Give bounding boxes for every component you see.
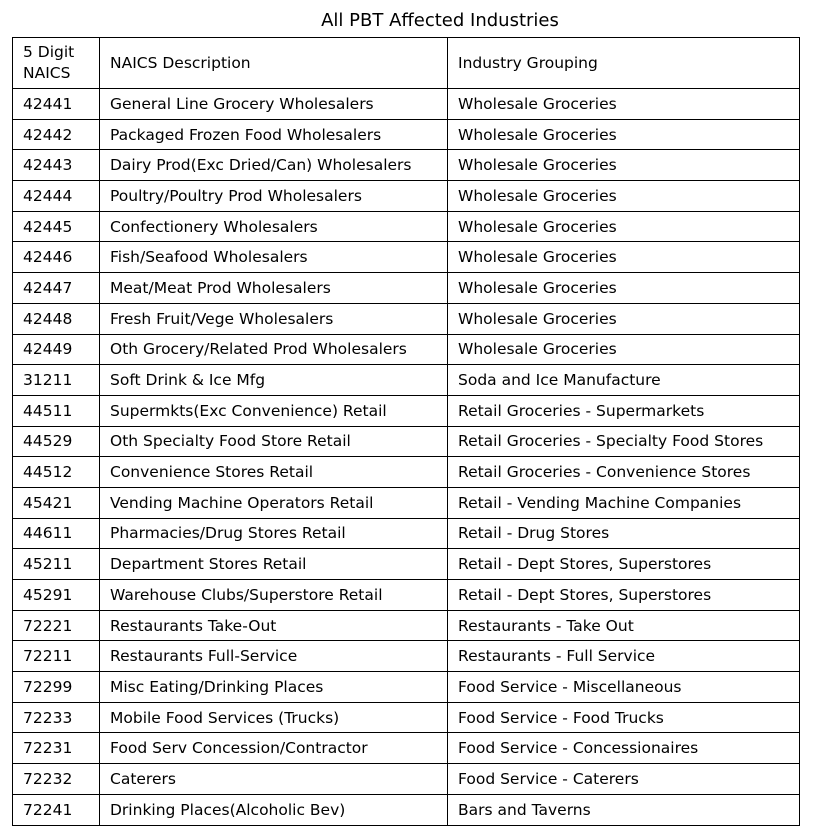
naics-cell: 72231 [13, 733, 100, 764]
table-row [13, 211, 800, 242]
table-row [13, 549, 800, 580]
description-cell: General Line Grocery Wholesalers [100, 89, 448, 120]
table-row [13, 426, 800, 457]
table-row [13, 89, 800, 120]
grouping-cell: Wholesale Groceries [448, 242, 800, 273]
naics-cell: 72299 [13, 672, 100, 703]
description-cell: Oth Grocery/Related Prod Wholesalers [100, 334, 448, 365]
table-row [13, 242, 800, 273]
naics-cell: 42442 [13, 119, 100, 150]
page-title: All PBT Affected Industries [321, 10, 559, 31]
naics-cell: 42446 [13, 242, 100, 273]
table-row [13, 395, 800, 426]
grouping-cell: Wholesale Groceries [448, 89, 800, 120]
grouping-cell: Retail - Drug Stores [448, 518, 800, 549]
naics-cell: 42441 [13, 89, 100, 120]
naics-cell: 45421 [13, 487, 100, 518]
grouping-cell: Restaurants - Take Out [448, 610, 800, 641]
description-cell: Meat/Meat Prod Wholesalers [100, 273, 448, 304]
naics-cell: 42444 [13, 181, 100, 212]
naics-cell: 72221 [13, 610, 100, 641]
table-header-row [13, 38, 800, 89]
naics-cell: 72233 [13, 702, 100, 733]
naics-cell: 72232 [13, 764, 100, 795]
naics-cell: 45291 [13, 580, 100, 611]
naics-cell: 44512 [13, 457, 100, 488]
description-cell: Misc Eating/Drinking Places [100, 672, 448, 703]
industries-table [12, 37, 800, 826]
grouping-cell: Wholesale Groceries [448, 334, 800, 365]
grouping-cell: Wholesale Groceries [448, 181, 800, 212]
table-row [13, 119, 800, 150]
naics-cell: 42443 [13, 150, 100, 181]
header-industry-grouping: Industry Grouping [448, 38, 800, 89]
naics-cell: 31211 [13, 365, 100, 396]
naics-cell: 42447 [13, 273, 100, 304]
table-row [13, 487, 800, 518]
table-row [13, 181, 800, 212]
table-row [13, 641, 800, 672]
description-cell: Confectionery Wholesalers [100, 211, 448, 242]
description-cell: Food Serv Concession/Contractor [100, 733, 448, 764]
header-naics-line2: NAICS [23, 64, 71, 82]
grouping-cell: Food Service - Caterers [448, 764, 800, 795]
grouping-cell: Wholesale Groceries [448, 119, 800, 150]
table-row [13, 518, 800, 549]
description-cell: Dairy Prod(Exc Dried/Can) Wholesalers [100, 150, 448, 181]
naics-cell: 45211 [13, 549, 100, 580]
description-cell: Poultry/Poultry Prod Wholesalers [100, 181, 448, 212]
table-row [13, 733, 800, 764]
grouping-cell: Restaurants - Full Service [448, 641, 800, 672]
header-naics-description: NAICS Description [100, 38, 448, 89]
table-row [13, 365, 800, 396]
naics-cell: 72241 [13, 794, 100, 825]
description-cell: Caterers [100, 764, 448, 795]
naics-cell: 72211 [13, 641, 100, 672]
description-cell: Oth Specialty Food Store Retail [100, 426, 448, 457]
grouping-cell: Retail - Dept Stores, Superstores [448, 580, 800, 611]
grouping-cell: Wholesale Groceries [448, 211, 800, 242]
header-naics-line1: 5 Digit [23, 43, 75, 61]
description-cell: Department Stores Retail [100, 549, 448, 580]
naics-cell: 42445 [13, 211, 100, 242]
table-row [13, 303, 800, 334]
grouping-cell: Wholesale Groceries [448, 273, 800, 304]
table-row [13, 672, 800, 703]
grouping-cell: Food Service - Food Trucks [448, 702, 800, 733]
grouping-cell: Bars and Taverns [448, 794, 800, 825]
description-cell: Packaged Frozen Food Wholesalers [100, 119, 448, 150]
grouping-cell: Soda and Ice Manufacture [448, 365, 800, 396]
naics-cell: 44529 [13, 426, 100, 457]
grouping-cell: Wholesale Groceries [448, 150, 800, 181]
grouping-cell: Food Service - Miscellaneous [448, 672, 800, 703]
description-cell: Restaurants Take-Out [100, 610, 448, 641]
description-cell: Restaurants Full-Service [100, 641, 448, 672]
grouping-cell: Food Service - Concessionaires [448, 733, 800, 764]
description-cell: Vending Machine Operators Retail [100, 487, 448, 518]
description-cell: Fish/Seafood Wholesalers [100, 242, 448, 273]
table-row [13, 457, 800, 488]
table-row [13, 580, 800, 611]
description-cell: Warehouse Clubs/Superstore Retail [100, 580, 448, 611]
description-cell: Pharmacies/Drug Stores Retail [100, 518, 448, 549]
table-row [13, 610, 800, 641]
table-row [13, 702, 800, 733]
table-row [13, 150, 800, 181]
description-cell: Supermkts(Exc Convenience) Retail [100, 395, 448, 426]
grouping-cell: Retail Groceries - Supermarkets [448, 395, 800, 426]
naics-cell: 44611 [13, 518, 100, 549]
header-naics-code [13, 38, 100, 89]
table-row [13, 794, 800, 825]
grouping-cell: Retail - Vending Machine Companies [448, 487, 800, 518]
naics-cell: 42448 [13, 303, 100, 334]
table-row [13, 764, 800, 795]
description-cell: Convenience Stores Retail [100, 457, 448, 488]
description-cell: Soft Drink & Ice Mfg [100, 365, 448, 396]
naics-cell: 44511 [13, 395, 100, 426]
grouping-cell: Retail Groceries - Convenience Stores [448, 457, 800, 488]
grouping-cell: Retail Groceries - Specialty Food Stores [448, 426, 800, 457]
table-row [13, 334, 800, 365]
description-cell: Fresh Fruit/Vege Wholesalers [100, 303, 448, 334]
description-cell: Mobile Food Services (Trucks) [100, 702, 448, 733]
naics-cell: 42449 [13, 334, 100, 365]
grouping-cell: Wholesale Groceries [448, 303, 800, 334]
grouping-cell: Retail - Dept Stores, Superstores [448, 549, 800, 580]
table-row [13, 273, 800, 304]
description-cell: Drinking Places(Alcoholic Bev) [100, 794, 448, 825]
